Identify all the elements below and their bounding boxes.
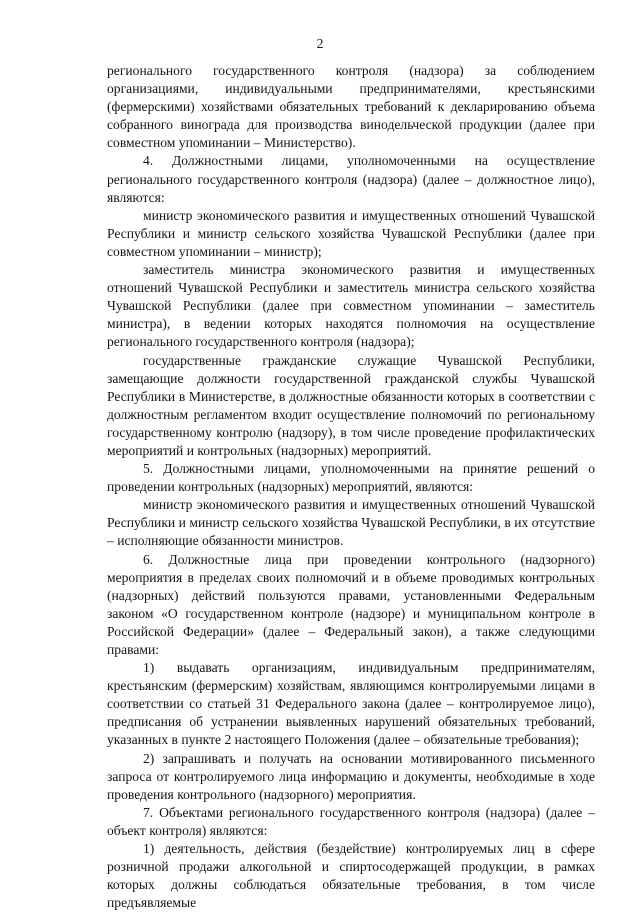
paragraph-decision-makers: министр экономического развития и имущественных отношений Чувашской Республики и министр сельского хозяйства Чувашской Республики, в их отсутствие – исполняющие обязанности министров. [107,497,595,549]
paragraph-deputy-ministers: заместитель министра экономического развития и имущественных отношений Чувашской Республики и заместитель министра сельского хозяйства Чувашской Республики (далее при совместном упоминании – заместитель министра), в ведении которых находятся полномочия на осуществление регионального государственного контроля (надзора); [107,262,595,350]
paragraph-ministers: министр экономического развития и имущественных отношений Чувашской Республики и министр сельского хозяйства Чувашской Республики (далее при совместном упоминании – министр); [107,207,595,259]
paragraph-item-7: 7. Объектами регионального государственного контроля (надзора) (далее – объект контроля) являются: [107,804,595,838]
paragraph-right-2: 2) запрашивать и получать на основании мотивированного письменного запроса от контролируемого лица информацию и документы, необходимые в ходе проведения контрольного (надзорного) мероприятия. [107,750,595,802]
paragraph-item-4: 4. Должностными лицами, уполномоченными на осуществление регионального государственного контроля (надзора) (далее – должностное лицо), являются: [107,153,595,205]
paragraph-continuation: регионального государственного контроля (надзора) за соблюдением организациями, индивидуальными предпринимателями, крестьянскими (фермерскими) хозяйствами обязательных требований к декларированию объема собранного винограда для производства винодельческой продукции (далее при совместном упоминании – Министерство). [107,63,595,151]
paragraph-right-1: 1) выдавать организациям, индивидуальным предпринимателям, крестьянским (фермерским) хозяйствам, являющимся контролируемыми лицами в соответствии со статьей 31 Федерального закона (далее – контролируемое лицо), предписания об устранении выявленных нарушений обязательных требований, указанных в пункте 2 настоящего Положения (далее – обязательные требования); [107,660,595,748]
paragraph-civil-servants: государственные гражданские служащие Чувашской Республики, замещающие должности государственной гражданской службы Чувашской Республики в Министерстве, в должностные обязанности которых в соответствии с должностным регламентом входит осуществление полномочий по региональному государственному контролю (надзору), в том числе проведение профилактических мероприятий и контрольных (надзорных) мероприятий. [107,352,595,458]
paragraph-object-1: 1) деятельность, действия (бездействие) контролируемых лиц в сфере розничной продажи алкогольной и спиртосодержащей продукции, в рамках которых должны соблюдаться обязательные требования, в том числе предъявляемые [107,841,595,911]
page-number: 2 [316,37,324,52]
document-body [107,62,595,912]
paragraph-item-6: 6. Должностные лица при проведении контрольного (надзорного) мероприятия в пределах своих полномочий и в объеме проводимых контрольных (надзорных) действий пользуются правами, установленными Федеральным законом «О государственном контроле (надзоре) и муниципальном контроле в Российской Федерации» (далее – Федеральный закон), а также следующими правами: [107,551,595,657]
paragraph-item-5: 5. Должностными лицами, уполномоченными на принятие решений о проведении контрольных (надзорных) мероприятий, являются: [107,461,595,495]
